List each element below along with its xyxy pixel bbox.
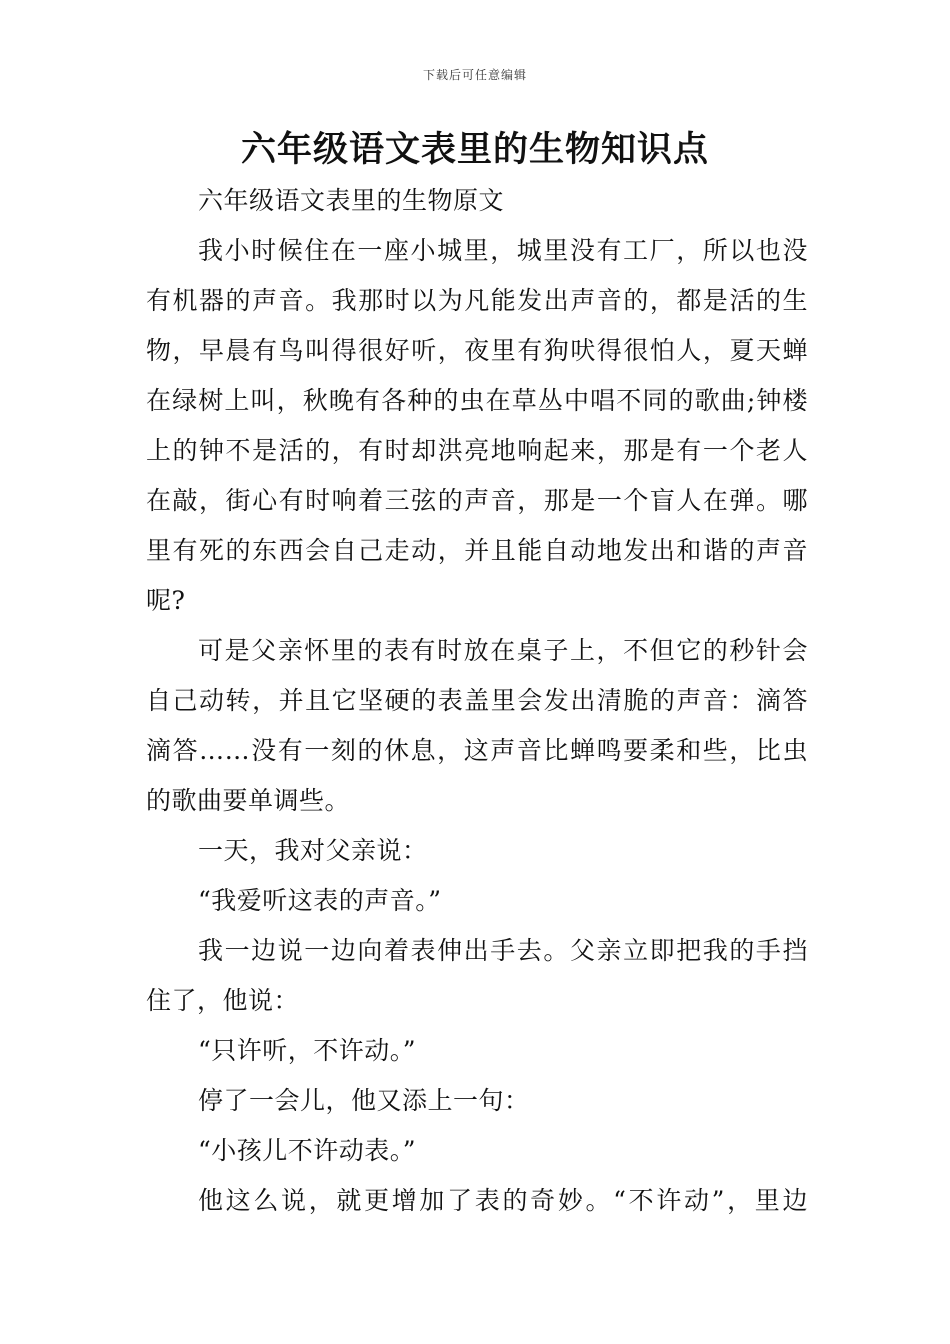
header-note: 下载后可任意编辑 [422, 68, 527, 82]
paragraph-quote: “我爱听这表的声音。” [198, 886, 442, 915]
paragraph-quote: “小孩儿不许动表。” [198, 1136, 417, 1165]
paragraph: 我一边说一边向着表伸出手去。父亲立即把我的手挡住了，他说： [146, 936, 808, 1015]
paragraph: 停了一会儿，他又添上一句： [198, 1086, 530, 1115]
paragraph-continued: 他这么说，就更增加了表的奇妙。“不许动”，里边 [198, 1186, 808, 1215]
document-body [146, 176, 808, 1226]
paragraph-subtitle: 六年级语文表里的生物原文 [198, 186, 505, 215]
document-title: 六年级语文表里的生物知识点 [240, 129, 709, 170]
paragraph-quote: “只许听，不许动。” [198, 1036, 417, 1065]
paragraph: 我小时候住在一座小城里，城里没有工厂，所以也没有机器的声音。我那时以为凡能发出声音的，都是活的生物，早晨有鸟叫得很好听，夜里有狗吠得很怕人，夏天蝉在绿树上叫，秋晚有各种的虫在草丛中唱不同的歌曲;钟楼上的钟不是活的，有时却洪亮地响起来，那是有一个老人在敲，街心有时响着三弦的声音，那是一个盲人在弹。哪里有死的东西会自己走动，并且能自动地发出和谐的声音呢? [146, 236, 808, 615]
paragraph: 可是父亲怀里的表有时放在桌子上，不但它的秒针会自己动转，并且它坚硬的表盖里会发出清脆的声音：滴答滴答……没有一刻的休息，这声音比蝉鸣要柔和些，比虫的歌曲要单调些。 [146, 636, 808, 815]
paragraph: 一天，我对父亲说： [198, 836, 428, 865]
